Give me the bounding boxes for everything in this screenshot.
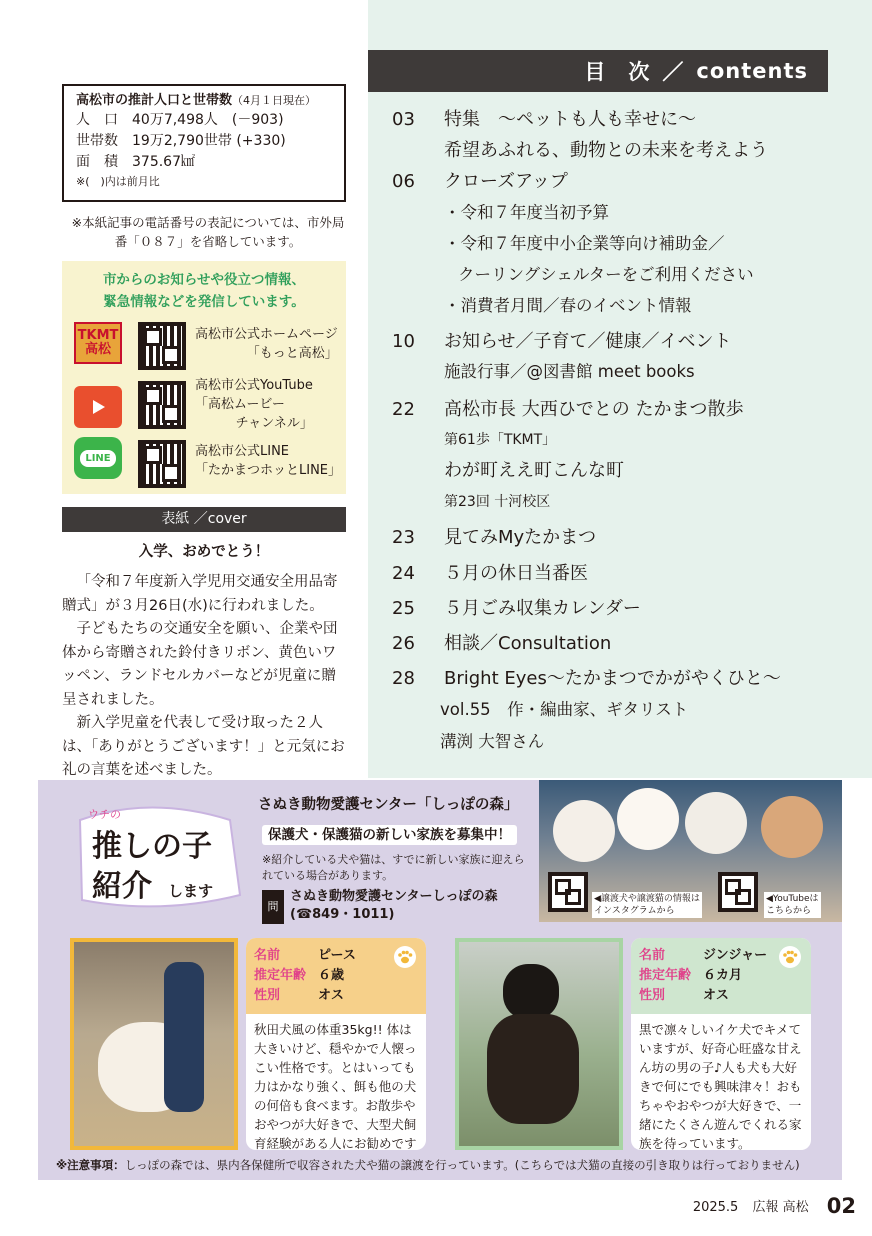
line-qr-icon[interactable] <box>138 440 186 488</box>
inquiry-mark: 問 <box>262 890 284 924</box>
youtube-logo-icon <box>74 386 122 428</box>
toc-item[interactable]: 25 ５月ごみ収集カレンダー <box>392 598 641 619</box>
svg-text:紹介: 紹介 <box>92 869 152 904</box>
toc-subitem: ・令和７年度中小企業等向け補助金／ <box>444 234 725 253</box>
phone-number-note: ※本紙記事の電話番号の表記については、市外局番「０８７」を省略しています。 <box>71 215 345 249</box>
population-title: 高松市の推計人口と世帯数（4月１日現在） <box>76 93 317 108</box>
ginger-age: ６カ月 <box>703 968 743 983</box>
area-row: 面 積 375.67㎢ <box>76 154 195 170</box>
youtube-label[interactable]: 高松市公式YouTube 「高松ムービー チャンネル」 <box>195 378 313 431</box>
paw-icon <box>394 946 416 968</box>
toc-subtitle: 第61歩「TKMT」 <box>444 432 557 448</box>
shelter-subtitle: 保護犬・保護猫の新しい家族を募集中！ <box>262 825 517 845</box>
toc-item[interactable]: 26 相談／Consultation <box>392 633 612 654</box>
oshi-no-ko-badge <box>70 800 248 912</box>
svg-text:推しの子: 推しの子 <box>92 829 212 864</box>
toc-item[interactable]: 24 ５月の休日当番医 <box>392 563 588 584</box>
toc-subitem: ・消費者月間／春のイベント情報 <box>444 296 692 315</box>
cover-title: 入学、おめでとう！ <box>138 544 270 560</box>
page-number: 02 <box>826 1194 856 1218</box>
cover-header: 表紙 ／cover <box>62 507 346 532</box>
shelter-youtube-qr-icon[interactable] <box>718 872 758 912</box>
youtube-qr-icon[interactable] <box>138 381 186 429</box>
ginger-sex: オス <box>703 988 729 1003</box>
instagram-label[interactable]: ◀譲渡犬や譲渡猫の情報は インスタグラムから <box>594 894 700 916</box>
peace-dog-photo <box>70 938 238 1150</box>
info-heading: 市からのお知らせや役立つ情報、 緊急情報などを発信しています。 <box>102 272 306 310</box>
svg-text:します: します <box>168 882 214 900</box>
toc-subtitle: 第23回 十河校区 <box>444 494 551 510</box>
ginger-name: ジンジャー <box>703 948 768 963</box>
contents-header-ja: 目 次 <box>584 60 651 84</box>
households-row: 世帯数 19万2,790世帯 (+330) <box>76 133 286 149</box>
population-row: 人 口 40万7,498人 (－903) <box>76 112 284 128</box>
toc-item[interactable]: 28 Bright Eyes～たかまつでかがやくひと～ <box>392 668 781 689</box>
page-footer <box>693 1193 856 1221</box>
toc-item[interactable]: 10 お知らせ／子育て／健康／イベント <box>392 331 732 352</box>
shelter-contact: さぬき動物愛護センターしっぽの森 (☎849・1011) <box>290 889 498 922</box>
svg-text:ウチの: ウチの <box>88 808 121 821</box>
ginger-profile-card <box>631 938 811 1150</box>
tkmt-logo-icon: TKMT 高松 <box>74 322 122 364</box>
instagram-qr-icon[interactable] <box>548 872 588 912</box>
issue-date: 2025.5 <box>692 1200 739 1215</box>
contents-header <box>368 50 828 92</box>
toc-subtitle: vol.55 作・編曲家、ギタリスト <box>440 700 689 719</box>
peace-profile-header: 名前 ピース 推定年齢 ６歳 性別 オス <box>246 938 426 1014</box>
toc-item[interactable]: 22 高松市長 大西ひでとの たかまつ散歩 <box>392 399 744 420</box>
cover-body: 「令和７年度新入学児用交通安全用品寄贈式」が３月26日(水)に行われました。 子どもたちの交通安全を願い、企業や団体から寄贈された鈴付きリボン、黄色いワッペン、ランドセルカバーなどが児童に贈呈されました。 新入学児童を代表して受け取った２人は、「ありがとうございます！」と元気にお礼の言葉を述べました。 <box>62 574 345 778</box>
publication-name: 広報 高松 <box>752 1200 809 1215</box>
caution-note: ※注意事項：しっぽの森では、県内各保健所で収容された犬や猫の譲渡を行っています。(こちらでは犬猫の直接の引き取りは行っておりません) <box>56 1158 800 1172</box>
population-box <box>62 84 346 202</box>
toc-item[interactable]: 23 見てみMyたかまつ <box>392 527 597 548</box>
toc-subtitle: 希望あふれる、動物との未来を考えよう <box>444 140 768 161</box>
ginger-profile-header: 名前 ジンジャー 推定年齢 ６カ月 性別 オス <box>631 938 811 1014</box>
population-note: ※( )内は前月比 <box>76 175 160 188</box>
paw-icon <box>779 946 801 968</box>
toc-item[interactable]: 03 特集 ～ペットも人も幸せに～ <box>392 109 696 130</box>
shelter-name: さぬき動物愛護センター「しっぽの森」 <box>258 797 519 813</box>
shelter-youtube-label[interactable]: ◀YouTubeは こちらから <box>766 894 819 916</box>
toc-subitem: ・令和７年度当初予算 <box>444 203 609 222</box>
line-logo-icon: LINE <box>74 437 122 479</box>
homepage-qr-icon[interactable] <box>138 322 186 370</box>
peace-description: 秋田犬風の体重35kg!! 体は大きいけど、穏やかで人懐っこい性格です。とはいっても力はかなり強く、餌も他の犬の何倍も食べます。お散歩やおやつが大好きで、大型犬飼育経験がある人にお勧めです <box>254 1022 417 1150</box>
peace-name: ピース <box>318 948 356 963</box>
contents-header-slash: ／ <box>662 60 685 84</box>
peace-sex: オス <box>318 988 344 1003</box>
contents-header-en: contents <box>696 59 808 83</box>
toc-subitem: クーリングシェルターをご利用ください <box>458 265 754 284</box>
peace-age: ６歳 <box>318 968 345 983</box>
homepage-label[interactable]: 高松市公式ホームページ 「もっと高松」 <box>195 327 338 361</box>
toc-item[interactable]: 06 クローズアップ <box>392 171 568 192</box>
toc-subtitle: 施設行事／@図書館 meet books <box>444 362 695 381</box>
ginger-dog-photo <box>455 938 623 1150</box>
toc-subtitle: わが町ええ町こんな町 <box>444 460 624 481</box>
toc-subtitle: 溝渕 大智さん <box>440 732 545 751</box>
peace-profile-card <box>246 938 426 1150</box>
shelter-note: ※紹介している犬や猫は、すでに新しい家族に迎えられている場合があります。 <box>262 853 525 882</box>
ginger-description: 黒で凛々しいイケ犬でキメていますが、好奇心旺盛な甘えん坊の男の子♪人も犬も大好きで何にでも興味津々！おもちゃやおやつが大好きで、一緒にたくさん遊んでくれる家族を待っています。 <box>639 1022 802 1150</box>
line-label[interactable]: 高松市公式LINE 「たかまつホッとLINE」 <box>195 444 342 478</box>
